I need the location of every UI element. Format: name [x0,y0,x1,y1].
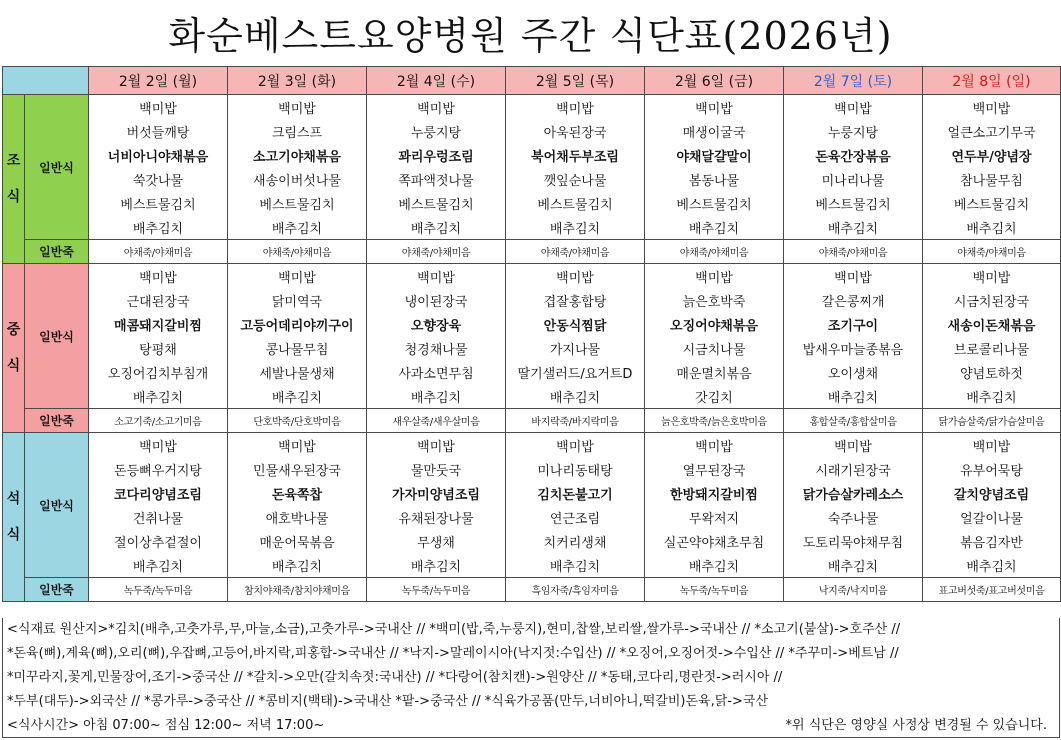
dish-cell: 백미밥 [923,433,1061,458]
dish-cell: 돈등뼈우거지탕 [89,457,228,481]
dish-cell: 갈은콩찌개 [784,288,923,312]
dish-cell: 밥새우마늘종볶음 [784,336,923,360]
dish-cell: 쑥갓나물 [89,167,228,191]
porridge-label: 일반죽 [25,240,89,264]
porridge-cell: 낙지죽/낙지미음 [784,578,923,602]
dish-cell: 버섯들깨탕 [89,119,228,143]
dish-cell: 딸기샐러드/요거트D [506,360,645,384]
dish-cell: 백미밥 [506,433,645,458]
meal-label-char: 식 [6,527,21,543]
dish-cell: 늙은호박죽 [645,288,784,312]
porridge-cell: 야채죽/야채미음 [506,240,645,264]
menu-row [3,264,1061,289]
dish-cell: 닭미역국 [228,288,367,312]
dish-cell: 볶음김자반 [923,529,1061,553]
dish-cell: 배추김치 [923,215,1061,240]
dish-cell: 오이생채 [784,360,923,384]
meal-label-char: 식 [6,358,21,374]
general-diet-label: 일반식 [25,264,89,409]
dish-cell: 백미밥 [89,95,228,120]
dish-cell: 돈육쪽찹 [228,481,367,505]
dish-cell: 배추김치 [506,215,645,240]
dish-cell: 매운멸치볶음 [645,360,784,384]
dish-cell: 배추김치 [784,215,923,240]
menu-row [3,481,1061,505]
origin-line-1: <식재료 원산지>*김치(배추,고춧가루,무,마늘,소금),고춧가루->국내산 // *백미(밥,죽,누룽지),현미,찹쌀,보리쌀,쌀가루->국내산 // *소고기(불살)->호주산 // [7,622,901,637]
day-header-row [3,67,1061,95]
dish-cell: 연근조림 [506,505,645,529]
day-header: 2월 8일 (일) [923,67,1061,95]
dish-cell: 실곤약야채초무침 [645,529,784,553]
menu-row [3,505,1061,529]
dish-cell: 탕평채 [89,336,228,360]
dish-cell: 배추김치 [228,215,367,240]
header-corner [3,67,89,95]
porridge-label: 일반죽 [25,409,89,433]
dish-cell: 백미밥 [367,95,506,120]
origin-line-2: *돈육(뼈),계육(뼈),오리(뼈),우잡뼈,고등어,바지락,피홍합->국내산 // *낙지->말레이시아(낙지젓:수입산) // *오징어,오징어젓->수입산 // *주꾸미->베트남 // [7,646,899,661]
day-header: 2월 2일 (월) [89,67,228,95]
dish-cell: 아욱된장국 [506,119,645,143]
dish-cell: 참나물무침 [923,167,1061,191]
porridge-cell: 늙은호박죽/늙은호박미음 [645,409,784,433]
menu-body [3,95,1061,602]
porridge-cell: 야채죽/야채미음 [645,240,784,264]
porridge-cell: 야채죽/야채미음 [784,240,923,264]
dish-cell: 베스트물김치 [645,191,784,215]
dish-cell: 미나리나물 [784,167,923,191]
dish-cell: 백미밥 [645,433,784,458]
dish-cell: 가지나물 [506,336,645,360]
dish-cell: 치커리생채 [506,529,645,553]
dish-cell: 배추김치 [645,215,784,240]
porridge-cell: 새우살죽/새우살미음 [367,409,506,433]
porridge-cell: 단호박죽/단호박미음 [228,409,367,433]
change-notice: *위 식단은 영양실 사정상 변경될 수 있습니다. [785,718,1047,733]
dish-cell: 새송이버섯나물 [228,167,367,191]
porridge-cell: 녹두죽/녹두미음 [367,578,506,602]
meal-label-dinner [3,433,25,602]
dish-cell: 배추김치 [506,384,645,409]
dish-cell: 도토리묵야채무침 [784,529,923,553]
porridge-cell: 닭가슴살죽/닭가슴살미음 [923,409,1061,433]
dish-cell: 건취나물 [89,505,228,529]
dish-cell: 사과소면무침 [367,360,506,384]
dish-cell: 한방돼지갈비찜 [645,481,784,505]
dish-cell: 갓김치 [645,384,784,409]
dish-cell: 얼갈이나물 [923,505,1061,529]
menu-row [3,119,1061,143]
dish-cell: 꽈리우렁조림 [367,143,506,167]
dish-cell: 물만둣국 [367,457,506,481]
day-header: 2월 7일 (토) [784,67,923,95]
origin-line-3: *미꾸라지,꽃게,민물장어,조기->중국산 // *갈치->오만(갈치속젓:국내산) // *다랑어(참치캔)->원양산 // *동태,코다리,명란젓->러시아 // [7,670,783,685]
dish-cell: 백미밥 [228,433,367,458]
dish-cell: 소고기야채볶음 [228,143,367,167]
dish-cell: 코다리양념조림 [89,481,228,505]
meal-label-lunch [3,264,25,433]
dish-cell: 고등어데리야끼구이 [228,312,367,336]
dish-cell: 김치돈불고기 [506,481,645,505]
dish-cell: 돈육간장볶음 [784,143,923,167]
dish-cell: 민물새우된장국 [228,457,367,481]
day-header: 2월 5일 (목) [506,67,645,95]
dish-cell: 깻잎순나물 [506,167,645,191]
porridge-cell: 흑임자죽/흑임자미음 [506,578,645,602]
dish-cell: 베스트물김치 [228,191,367,215]
porridge-cell: 야채죽/야채미음 [89,240,228,264]
porridge-cell: 홍합살죽/홍합살미음 [784,409,923,433]
meal-label-breakfast [3,95,25,264]
dish-cell: 배추김치 [89,215,228,240]
dish-cell: 백미밥 [645,264,784,289]
dish-cell: 오향장육 [367,312,506,336]
dish-cell: 배추김치 [367,384,506,409]
menu-row [3,167,1061,191]
dish-cell: 미나리동태탕 [506,457,645,481]
dish-cell: 베스트물김치 [784,191,923,215]
footer [2,618,1060,738]
dish-cell: 베스트물김치 [923,191,1061,215]
dish-cell: 콩나물무침 [228,336,367,360]
dish-cell: 배추김치 [923,384,1061,409]
day-header: 2월 4일 (수) [367,67,506,95]
dish-cell: 백미밥 [89,264,228,289]
menu-row [3,288,1061,312]
dish-cell: 백미밥 [923,95,1061,120]
dish-cell: 안동식찜닭 [506,312,645,336]
menu-row [3,312,1061,336]
general-diet-label: 일반식 [25,95,89,240]
meal-label-char: 중 [6,322,21,338]
dish-cell: 백미밥 [228,95,367,120]
menu-row [3,433,1061,458]
dish-cell: 얼큰소고기무국 [923,119,1061,143]
dish-cell: 백미밥 [506,95,645,120]
dish-cell: 매콤돼지갈비찜 [89,312,228,336]
dish-cell: 백미밥 [784,433,923,458]
dish-cell: 배추김치 [923,553,1061,578]
footer-bottom [3,714,1059,738]
dish-cell: 배추김치 [89,553,228,578]
dish-cell: 근대된장국 [89,288,228,312]
porridge-row [3,578,1061,602]
dish-cell: 닭가슴살카레소스 [784,481,923,505]
dish-cell: 애호박나물 [228,505,367,529]
porridge-cell: 야채죽/야채미음 [367,240,506,264]
dish-cell: 배추김치 [367,215,506,240]
menu-row [3,191,1061,215]
dish-cell: 가자미양념조림 [367,481,506,505]
menu-row [3,215,1061,240]
dish-cell: 백미밥 [923,264,1061,289]
dish-cell: 오징어김치부침개 [89,360,228,384]
menu-row [3,360,1061,384]
dish-cell: 북어채두부조림 [506,143,645,167]
dish-cell: 백미밥 [367,264,506,289]
dish-cell: 베스트물김치 [506,191,645,215]
dish-cell: 배추김치 [228,553,367,578]
dish-cell: 배추김치 [645,553,784,578]
dish-cell: 양념토하젓 [923,360,1061,384]
dish-cell: 백미밥 [89,433,228,458]
porridge-cell: 야채죽/야채미음 [923,240,1061,264]
dish-cell: 백미밥 [228,264,367,289]
dish-cell: 배추김치 [89,384,228,409]
menu-row [3,95,1061,120]
dish-cell: 너비아니야채볶음 [89,143,228,167]
meal-label-char: 석 [6,491,21,507]
dish-cell: 세발나물생채 [228,360,367,384]
general-diet-label: 일반식 [25,433,89,578]
porridge-cell: 야채죽/야채미음 [228,240,367,264]
dish-cell: 백미밥 [784,264,923,289]
dish-cell: 백미밥 [367,433,506,458]
dish-cell: 청경채나물 [367,336,506,360]
day-header: 2월 3일 (화) [228,67,367,95]
dish-cell: 야채달걀말이 [645,143,784,167]
dish-cell: 오징어야채볶음 [645,312,784,336]
page-title: 화순베스트요양병원 주간 식단표(2026년) [168,13,893,58]
dish-cell: 베스트물김치 [367,191,506,215]
dish-cell: 열무된장국 [645,457,784,481]
dish-cell: 절이상추겉절이 [89,529,228,553]
dish-cell: 시래기된장국 [784,457,923,481]
menu-row [3,384,1061,409]
dish-cell: 매생이굴국 [645,119,784,143]
porridge-cell: 녹두죽/녹두미음 [89,578,228,602]
dish-cell: 무생채 [367,529,506,553]
dish-cell: 배추김치 [784,553,923,578]
porridge-cell: 소고기죽/소고기미음 [89,409,228,433]
dish-cell: 유부어묵탕 [923,457,1061,481]
menu-row [3,529,1061,553]
dish-cell: 봄동나물 [645,167,784,191]
dish-cell: 배추김치 [367,553,506,578]
porridge-row [3,409,1061,433]
dish-cell: 누룽지탕 [784,119,923,143]
menu-row [3,336,1061,360]
porridge-cell: 바지락죽/바지락미음 [506,409,645,433]
origin-line-4: *두부(대두)->외국산 // *콩가루->중국산 // *콩비지(백태)->국내산 *팥->중국산 // *식육가공품(만두,너비아니,떡갈비)돈육,닭->국산 [7,694,769,709]
dish-cell: 베스트물김치 [89,191,228,215]
dish-cell: 배추김치 [228,384,367,409]
dish-cell: 백미밥 [645,95,784,120]
dish-cell: 배추김치 [784,384,923,409]
meal-times: <식사시간> 아침 07:00~ 점심 12:00~ 저녁 17:00~ [7,718,325,733]
dish-cell: 무왁저지 [645,505,784,529]
porridge-cell: 표고버섯죽/표고버섯미음 [923,578,1061,602]
dish-cell: 유채된장나물 [367,505,506,529]
dish-cell: 누룽지탕 [367,119,506,143]
dish-cell: 냉이된장국 [367,288,506,312]
dish-cell: 쪽파액젓나물 [367,167,506,191]
porridge-row [3,240,1061,264]
dish-cell: 크림스프 [228,119,367,143]
porridge-cell: 참치야채죽/참치야채미음 [228,578,367,602]
dish-cell: 숙주나물 [784,505,923,529]
menu-row [3,143,1061,167]
dish-cell: 시금치나물 [645,336,784,360]
dish-cell: 매운어묵볶음 [228,529,367,553]
meal-label-char: 식 [6,189,21,205]
dish-cell: 갈치양념조림 [923,481,1061,505]
meal-label-char: 조 [6,153,21,169]
dish-cell: 새송이돈채볶음 [923,312,1061,336]
porridge-cell: 녹두죽/녹두미음 [645,578,784,602]
porridge-label: 일반죽 [25,578,89,602]
dish-cell: 연두부/양념장 [923,143,1061,167]
dish-cell: 백미밥 [506,264,645,289]
menu-row [3,553,1061,578]
dish-cell: 겹잘홍합탕 [506,288,645,312]
dish-cell: 브로콜리나물 [923,336,1061,360]
dish-cell: 배추김치 [506,553,645,578]
dish-cell: 조기구이 [784,312,923,336]
dish-cell: 시금치된장국 [923,288,1061,312]
menu-row [3,457,1061,481]
day-header: 2월 6일 (금) [645,67,784,95]
dish-cell: 백미밥 [784,95,923,120]
weekly-menu-table [2,66,1061,602]
